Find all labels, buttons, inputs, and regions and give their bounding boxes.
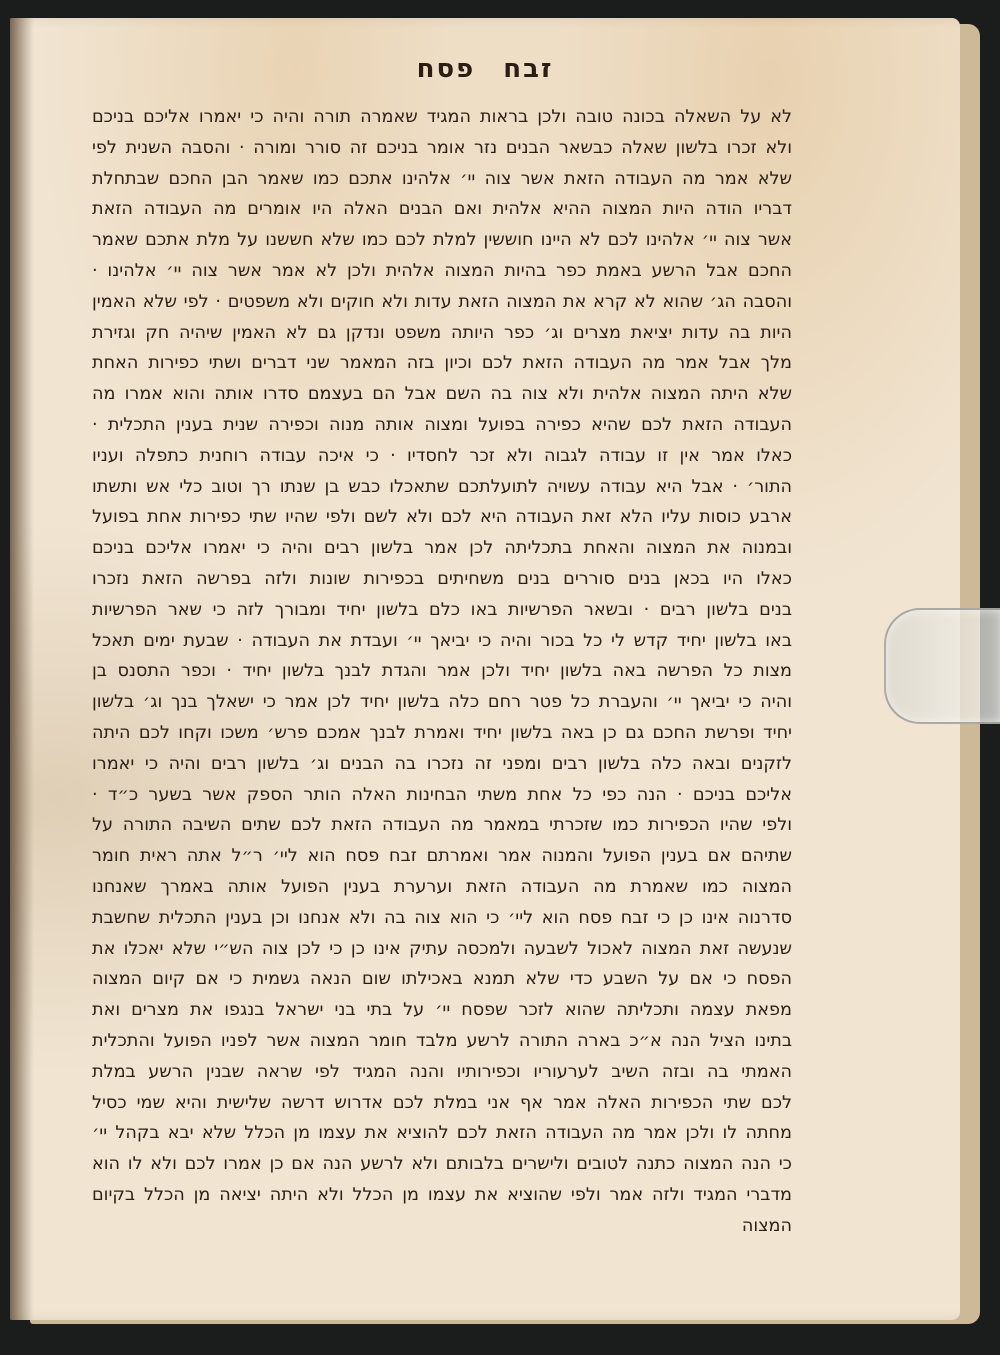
text-line: והיה כי יביאך יי׳ והעברת כל פטר רחם כלה בלשון יחיד לכן אמר כי ישאלך בנך וג׳ בלשון xyxy=(92,692,792,713)
text-line: אליכם בניכם · הנה כפי כל אחת משתי הבחינות האלה הותר הספק אשר בשער כ״ד · xyxy=(92,784,792,805)
text-line: שלא אמר מה העבודה הזאת אשר צוה יי׳ אלהינו אתכם כמו שאמר הבן החכם שבתחלת xyxy=(92,168,792,189)
text-line: כי הנה המצוה כתנה לטובים ולישרים בלבותם ולא לרשע הנה אם כן אמרו לכם ולא לו הוא xyxy=(92,1154,792,1175)
text-line: דבריו הודה היות המצוה ההיא אלהית ואם הבנים האלה היו אומרים מה העבודה הזאת xyxy=(92,199,792,220)
text-line: היות בה עדות יציאת מצרים וג׳ כפר היותה משפט ונדקן גם לא האמין שיהיה חק וגזירת xyxy=(92,322,792,343)
text-line: אשר צוה יי׳ אלהינו לכם לא היינו חוששין למלת לכם כמו שלא חששנו על מלת אתכם שאמר xyxy=(92,230,792,251)
text-line: מצות כל הפרשה באה בלשון יחיד ולכן אמר והגדת לבנך בלשון יחיד · וכפר התסנס בן xyxy=(92,661,792,682)
text-line: כאלו היו בכאן בנים סוררים בנים משחיתים בכפירות שונות ולזה בפרשה הזאת נזכרו xyxy=(92,568,792,589)
text-line: האמתי בה ובזה השיב לערעוריו וכפירותיו והנה המגיד לפי שראה שבנין הרשע במלת xyxy=(92,1061,792,1082)
text-line: ארבע כוסות עליו הלא זאת העבודה היא לכם ולא לשם ולפי שהיו שתי כפירות אחת בפועל xyxy=(92,507,792,528)
header-word: פסח xyxy=(416,54,476,84)
text-line: מחתה לו ולכן אמר מה העבודה הזאת לכם להוציא את עצמו מן הכלל שלא יבא בקהל יי׳ xyxy=(92,1123,792,1144)
text-line: ולפי שהיו הכפירות כמו שזכרתי במאמר מה העבודה הזאת לכם שתים השיבה התורה על xyxy=(92,815,792,836)
header-word: זבח xyxy=(503,54,554,84)
text-line: לא על השאלה בכונה טובה ולכן בראות המגיד שאמרה תורה והיה כי יאמרו אליכם בניכם xyxy=(92,107,792,127)
text-line: לכם שתי הכפירות האלה אמר אף אני במלת לכם אדרוש דרשה שלישית והיא שמי כסיל xyxy=(92,1092,792,1113)
text-line: הפסח כי אם על השבע כדי שלא תמנא באכילתו שום הנאה גשמית כי אם קיום המצוה xyxy=(92,969,792,990)
text-line: כאלו אמר אין זו עבודה לגבוה ולא זכר לחסדיו · כי איכה עבודה רוחנית כתפלה ועניו xyxy=(92,445,792,466)
text-line: יחיד ופרשת החכם גם כן באה בלשון יחיד ואמרת לבנך אמכם פרש׳ משכו וקחו לכם היתה xyxy=(92,722,792,743)
scan-bottom-strip xyxy=(0,1330,1000,1355)
text-line: התור׳ · אבל היא עבודה עשויה לתועלתכם שתאכלו כבש בן שנתו רך וטוב כלי אש ותשתו xyxy=(92,476,792,497)
running-header xyxy=(10,54,960,84)
text-line: לזקנים ובאה כלה בלשון רבים ומפני זה נזכרו בה הבנים וג׳ בלשון רבים והיה כי יאמרו xyxy=(92,753,792,774)
text-line: באו בלשון יחיד קדש לי כל בכור והיה כי יביאך יי׳ ועבדת את העבודה · שבעת ימים תאכל xyxy=(92,630,792,651)
text-line: והסבה הג׳ שהוא לא קרא את המצוה הזאת עדות ולא חוקים ולא משפטים · לפי שלא האמין xyxy=(92,291,792,312)
text-line: סדרנוה אינו כן כי זבח פסח הוא ליי׳ כי הוא צוה בה ולא אנחנו וכן בענין התכלית שחשבת xyxy=(92,907,792,928)
text-line: העבודה הזאת לכם שהיא כפירה בפועל ומצוה אותה מנוה וכפירה שנית בענין התכלית · xyxy=(92,414,792,435)
text-line: ובמנוה את המצוה והאחת בתכליתה לכן אמר בלשון רבים והיה כי יאמרו אליכם בניכם xyxy=(92,538,792,559)
text-line: שנעשה זאת המצוה לאכול לשבעה ולמכסה עתיק אינו כן כי לכן צוה הש״י שלא יאכלו את xyxy=(92,938,792,959)
text-line: בתינו הציל הנה א״כ בארה התורה לרשע מלבד חומר המצוה אשר לפניו הפועל והתכלית xyxy=(92,1030,792,1051)
text-line: מדברי המגיד ולזה אמר ולפי שהוציא את עצמו מן הכלל ולא היתה יציאה מן הכלל בקיום xyxy=(92,1184,792,1205)
text-line: ולא זכרו בלשון שאלה כבשאר הבנים נזר אומר בניכם זה סורר ומורה · והסבה השנית לפי xyxy=(92,137,792,158)
text-line: בנים בלשון רבים · ובשאר הפרשיות באו כלם בלשון יחיד ומבורך לזה כי שאר הפרשיות xyxy=(92,599,792,620)
binding-shadow xyxy=(10,18,34,1320)
text-line: מפאת עצמה ותכליתה שהוא לזכר שפסח יי׳ על בתי בני ישראל בנגפו את מצרים ואת xyxy=(92,1000,792,1021)
text-line: המצוה כמו שאמרת מה העבודה הזאת וערערת בענין הפועל אותה באמרך שאנחנו xyxy=(92,876,792,897)
text-line: שתיהם אם בענין הפועל והמנוה אמר ואמרתם זבח פסח הוא ליי׳ ר״ל אתה ראית חומר xyxy=(92,846,792,867)
text-line: שלא היתה המצוה אלהית ולא צוה בה השם אבל הם בעצמם סדרו אותה והוא אמרו מה xyxy=(92,384,792,405)
text-line: מלך אבל אמר מה העבודה הזאת לכם וכיון בזה המאמר שני דברים ושתי כפירות האחת xyxy=(92,353,792,374)
page-clip xyxy=(884,608,1000,724)
text-block xyxy=(92,102,792,1241)
manuscript-page xyxy=(10,18,960,1320)
text-line: החכם אבל הרשע באמת כפר בהיות המצוה אלהית ולכן לא אמר אשר צוה יי׳ אלהינו · xyxy=(92,260,792,281)
text-line: המצוה xyxy=(741,1215,792,1236)
